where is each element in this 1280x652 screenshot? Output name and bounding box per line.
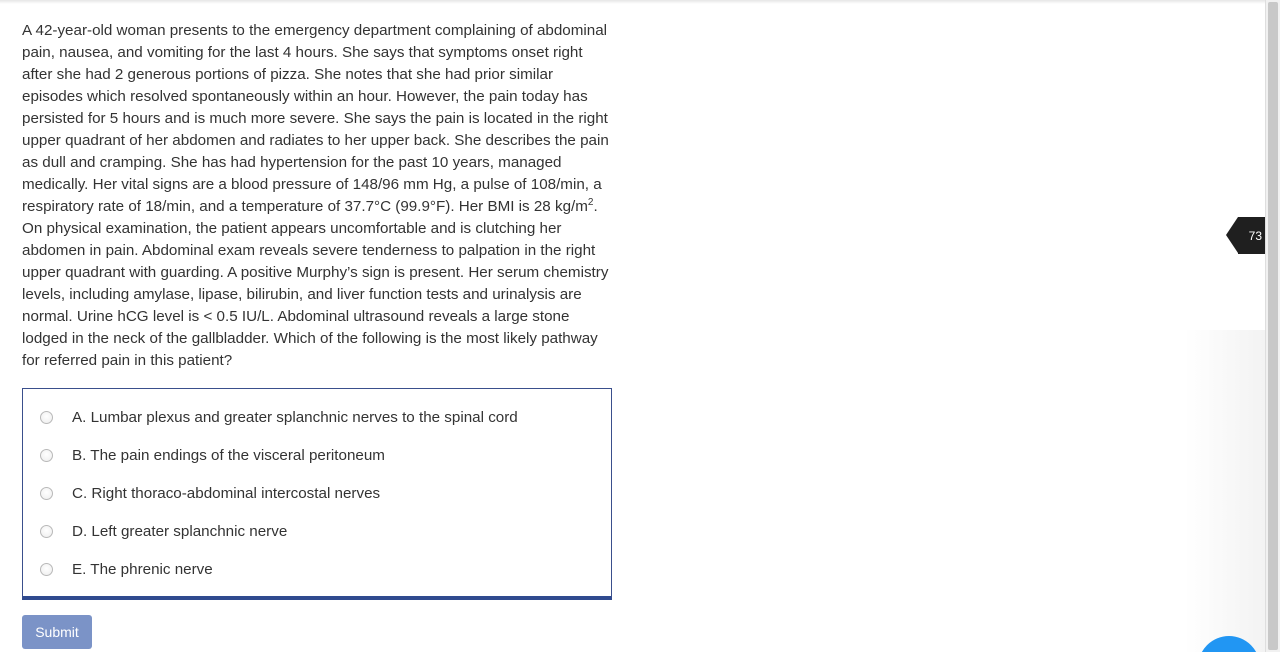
question-text-part-1: A 42-year-old woman presents to the emergency department complaining of abdominal pain, nausea, and vomiting for the last 4 hours. She says that symptoms onset right after she had 2 generous portions of pizza. She notes that she had prior similar episodes which resolved spontaneously within an hour. However, the pain today has persisted for 5 hours and is much more severe. She says the pain is located in the right upper quadrant of her abdomen and radiates to her upper back. She describes the pain as dull and cramping. She has had hypertension for the past 10 years, managed medically. Her vital signs are a blood pressure of 148/96 mm Hg, a pulse of 108/min, a respiratory rate of 18/min, and a temperature of 37.7°C (99.9°F). Her BMI is 28 kg/m — [22, 22, 609, 215]
question-text-part-2: . On physical examination, the patient appears uncomfortable and is clutching her abdomen in pain. Abdominal exam reveals severe tenderness to palpation in the right upper quadrant with guarding. A positive Murphy’s sign is present. Her serum chemistry levels, including amylase, lipase, bilirubin, and liver function tests and urinalysis are normal. Urine hCG level is < 0.5 IU/L. Abdominal ultrasound reveals a large stone lodged in the neck of the gallbladder. Which of the following is the most likely pathway for referred pain in this patient? — [22, 198, 609, 369]
radio-button[interactable] — [40, 563, 53, 576]
choice-b[interactable] — [23, 437, 611, 473]
radio-button[interactable] — [40, 449, 53, 462]
choice-label: B. The pain endings of the visceral peritoneum — [72, 446, 385, 464]
page-tab-arrow — [1226, 217, 1238, 253]
radio-button[interactable] — [40, 487, 53, 500]
answer-choices — [22, 388, 612, 600]
choice-label: E. The phrenic nerve — [72, 560, 213, 578]
choice-c[interactable] — [23, 475, 611, 511]
question-number-tab[interactable] — [1238, 217, 1265, 254]
question-number: 73 — [1248, 228, 1262, 243]
choice-e[interactable] — [23, 551, 611, 587]
radio-button[interactable] — [40, 525, 53, 538]
vertical-scrollbar[interactable] — [1265, 0, 1280, 652]
radio-button[interactable] — [40, 411, 53, 424]
choice-label: A. Lumbar plexus and greater splanchnic nerves to the spinal cord — [72, 408, 518, 426]
choice-label: C. Right thoraco-abdominal intercostal nerves — [72, 484, 381, 502]
question-text — [22, 20, 614, 372]
submit-button[interactable]: Submit — [22, 615, 92, 649]
question-superscript: 2 — [587, 196, 594, 208]
question-stem — [22, 20, 614, 372]
choice-label: D. Left greater splanchnic nerve — [72, 522, 288, 540]
top-shadow — [0, 0, 1265, 4]
choice-a[interactable] — [23, 399, 611, 435]
choice-d[interactable] — [23, 513, 611, 549]
right-edge-shadow — [1185, 330, 1265, 652]
scrollbar-thumb[interactable] — [1268, 2, 1278, 650]
